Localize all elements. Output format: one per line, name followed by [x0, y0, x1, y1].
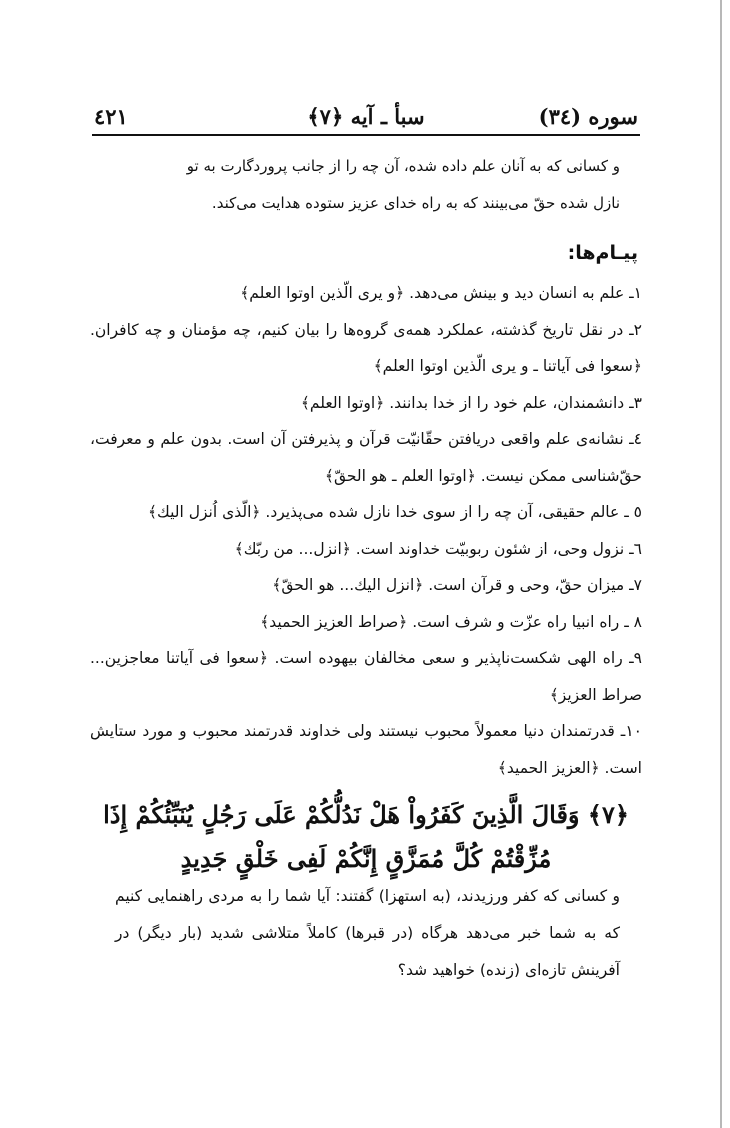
- page-number: ٤٢١: [94, 104, 128, 129]
- messages-heading: پیـام‌ها:: [567, 242, 638, 264]
- message-item: ٤ـ نشانه‌ی علم واقعی دریافتن حقّانیّت قرآن و پذیرفتن آن است. بدون علم و معرفت، حقّ‌شناسی ممکن نیست. ﴿اوتوا العلم ـ هو الحقّ﴾: [90, 430, 642, 485]
- message-item: ٦ـ نزول وحی، از شئون ربوبیّت خداوند است. ﴿انزل... من ربّك﴾: [234, 539, 642, 558]
- header-title: سبأ ـ آیه ﴿٧﴾: [307, 104, 425, 129]
- translation-text: و کسانی که کفر ورزیدند، (به استهزا) گفتند: آیا شما را به مردی راهنمایی کنیم که به شما خبر می‌دهد هرگاه (در قبرها) کاملاً متلاشی شدید (بار دیگر) در آفرینش تازه‌ای (زنده) خواهید شد؟: [115, 887, 620, 979]
- page-header: [92, 100, 640, 136]
- quran-verse: [92, 793, 640, 881]
- message-item: ۸ ـ راه انبیا راه عزّت و شرف است. ﴿صراط العزیز الحمید﴾: [260, 612, 642, 631]
- message-item: ٥ ـ عالم حقیقی، آن چه را از سوی خدا نازل شده می‌پذیرد. ﴿الّذی اُنزل الیك﴾: [147, 503, 642, 521]
- message-item: ۳ـ دانشمندان، علم خود را از خدا بدانند. ﴿اوتوا العلم﴾: [300, 393, 642, 412]
- intro-line: نازل شده حقّ می‌بینند که به راه خدای عزیز ستوده هدایت می‌کند.: [211, 194, 620, 212]
- verse-text: وَقَالَ الَّذِينَ كَفَرُواْ هَلْ نَدُلُّكُمْ عَلَى رَجُلٍ يُنَبِّئُكُمْ إِذَا مُزِّقْتُمْ كُلَّ مُمَزَّقٍ إِنَّكُمْ لَفِى خَلْقٍ جَدِيدٍ: [103, 800, 580, 873]
- intro-line: و کسانی که به آنان علم داده شده، آن چه را از جانب پروردگارت به تو: [186, 157, 620, 175]
- message-item: ۱ـ علم به انسان دید و بینش می‌دهد. ﴿و یری الّذین اوتوا العلم﴾: [240, 284, 642, 302]
- surah-label: سوره (٣٤): [538, 104, 638, 129]
- messages-list: [90, 275, 642, 786]
- message-item: ۱۰ـ قدرتمندان دنیا معمولاً محبوب نیستند ولی خداوند قدرتمند محبوب و مورد ستایش است. ﴿العزیز الحمید﴾: [90, 722, 642, 777]
- message-item: ۷ـ میزان حقّ، وحی و قرآن است. ﴿انزل الیك... هو الحقّ﴾: [272, 576, 642, 594]
- message-item: ۹ـ راه الهی شکست‌ناپذیر و سعی مخالفان بیهوده است. ﴿سعوا فی آیاتنا معاجزین... صراط العزیز﴾: [90, 649, 642, 704]
- previous-verse-translation: [120, 148, 620, 222]
- page-edge-line: [720, 0, 722, 1128]
- message-item: ۲ـ در نقل تاریخ گذشته، عملکرد همه‌ی گروه‌ها را بیان کنیم، چه مؤمنان و چه کافران. ﴿سعوا فی آیاتنا ـ و یری الّذین اوتوا العلم﴾: [90, 320, 642, 375]
- verse-number-marker: ﴿٧﴾: [587, 800, 629, 829]
- verse-translation: [115, 878, 620, 989]
